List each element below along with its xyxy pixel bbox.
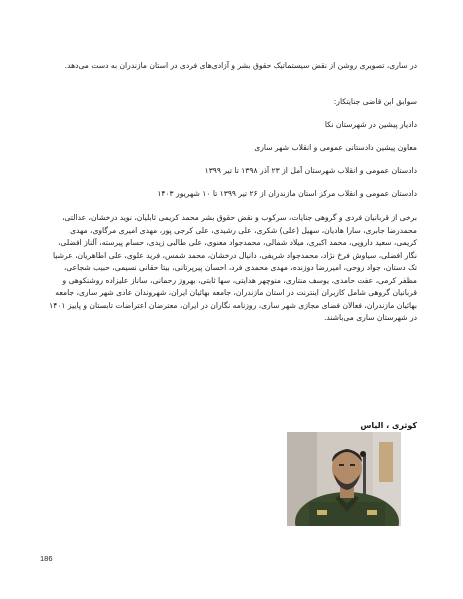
record-item: معاون پیشین دادستانی عمومی و انقلاب شهر ساری — [254, 143, 417, 152]
person-photo — [287, 432, 401, 526]
record-item: دادستان عمومی و انقلاب مرکز استان مازندران از ۲۶ تیر ۱۳۹۹ تا ۱۰ شهریور ۱۴۰۳ — [157, 189, 417, 198]
intro-paragraph: در ساری، تصویری روشن از نقض سیستماتیک حقوق بشر و آزادی‌های فردی در استان مازندران به دست می‌دهد. — [64, 61, 417, 70]
record-heading: سوابق ابن قاضی جنایتکار: — [333, 97, 417, 106]
record-item: دادیار پیشین در شهرستان نکا — [324, 120, 417, 129]
person-name-heading: کوثری ، الیاس — [360, 421, 417, 430]
victims-paragraph: برخی از قربانیان فردی و گروهی جنایات، سرکوب و نقض حقوق بشر محمد کریمی ثابلیان، نوید درخشان، عدالتی، محمدرضا جابری، سارا هادیان، سهیل (علی) شکری، علی رشیدی، علی کرجی پور، مهدی امیری مرگاوی، مهدی کریمی، سعید داروپی، محمد اکبری، میلاد شمالی، محمدجواد معنوی، علی طالبی زیدی، حسام پیرسته، آلناز افضلی، نگار افضلی، سیاوش فرخ نژاد، محمدجواد شریفی، دانیال درخشان، محمد شمس، فرید علوی، علی اطاهریان، عرشیا تک دستان، جواد روحی، امیررضا دوزنده، مهدی محمدی فرد، احسان پیرپرتانی، بیتا حقانی نسیمی، حبیب شجاعی، مظفر کرمی، عفت حامدی، یوسف منتاری، منوچهر هدایتی، سها ثابتی، بهروز رحمانی، ساناز علیزاده روشنکوهی و قربانیان گروهی شامل کاربران اینترنت در استان مازندران، جامعه بهائیان ایران، شهروندان عادی شهر ساری، جامعه بهائیان مازندران، فعالان فضای مجازی شهر ساری، روزنامه نگاران در ایران، معترضان اعتراضات تابستان و پاییز ۱۴۰۱ در شهرستان ساری می‌باشند. — [49, 213, 417, 322]
page-number: 186 — [40, 554, 53, 563]
record-item: دادستان عمومی و انقلاب شهرستان آمل از ۲۳ آذر ۱۳۹۸ تا تیر ۱۳۹۹ — [204, 166, 417, 175]
portrait-image — [287, 432, 401, 526]
